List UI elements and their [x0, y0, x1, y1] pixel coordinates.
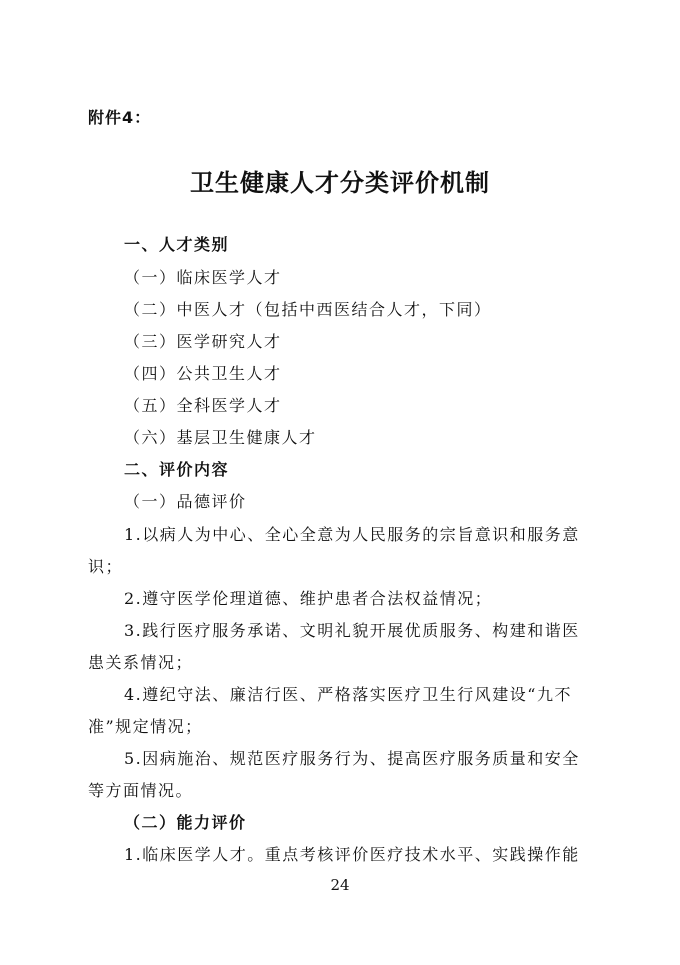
attachment-label: 附件4：: [88, 108, 152, 127]
paragraph-line: 4.遵纪守法、廉洁行医、严格落实医疗卫生行风建设“九不: [124, 685, 572, 704]
paragraph-line: 患关系情况；: [88, 653, 194, 672]
page-number: 24: [330, 876, 350, 894]
paragraph-line: 2.遵守医学伦理道德、维护患者合法权益情况；: [124, 589, 493, 608]
section-heading-evaluation-content: 二、评价内容: [124, 460, 230, 479]
paragraph-line: 3.践行医疗服务承诺、文明礼貌开展优质服务、构建和谐医: [124, 621, 580, 640]
category-item: （四）公共卫生人才: [124, 364, 282, 383]
category-item: （六）基层卫生健康人才: [124, 428, 317, 447]
category-item: （五）全科医学人才: [124, 396, 282, 415]
paragraph-line: 1.以病人为中心、全心全意为人民服务的宗旨意识和服务意: [124, 525, 580, 544]
category-item: （二）中医人才（包括中西医结合人才，下同）: [124, 300, 492, 319]
paragraph-line: 1.临床医学人才。重点考核评价医疗技术水平、实践操作能: [124, 845, 580, 864]
paragraph-line: 准”规定情况；: [88, 717, 203, 736]
subsection-heading-ability-evaluation: （二）能力评价: [124, 813, 247, 832]
paragraph-line: 等方面情况。: [88, 781, 194, 800]
paragraph-line: 5.因病施治、规范医疗服务行为、提高医疗服务质量和安全: [124, 749, 580, 768]
category-item: （三）医学研究人才: [124, 332, 282, 351]
document-title: 卫生健康人才分类评价机制: [190, 169, 490, 197]
section-heading-talent-categories: 一、人才类别: [124, 235, 230, 254]
category-item: （一）临床医学人才: [124, 268, 282, 287]
paragraph-line: 识；: [88, 557, 124, 576]
subsection-heading-moral-evaluation: （一）品德评价: [124, 492, 247, 511]
